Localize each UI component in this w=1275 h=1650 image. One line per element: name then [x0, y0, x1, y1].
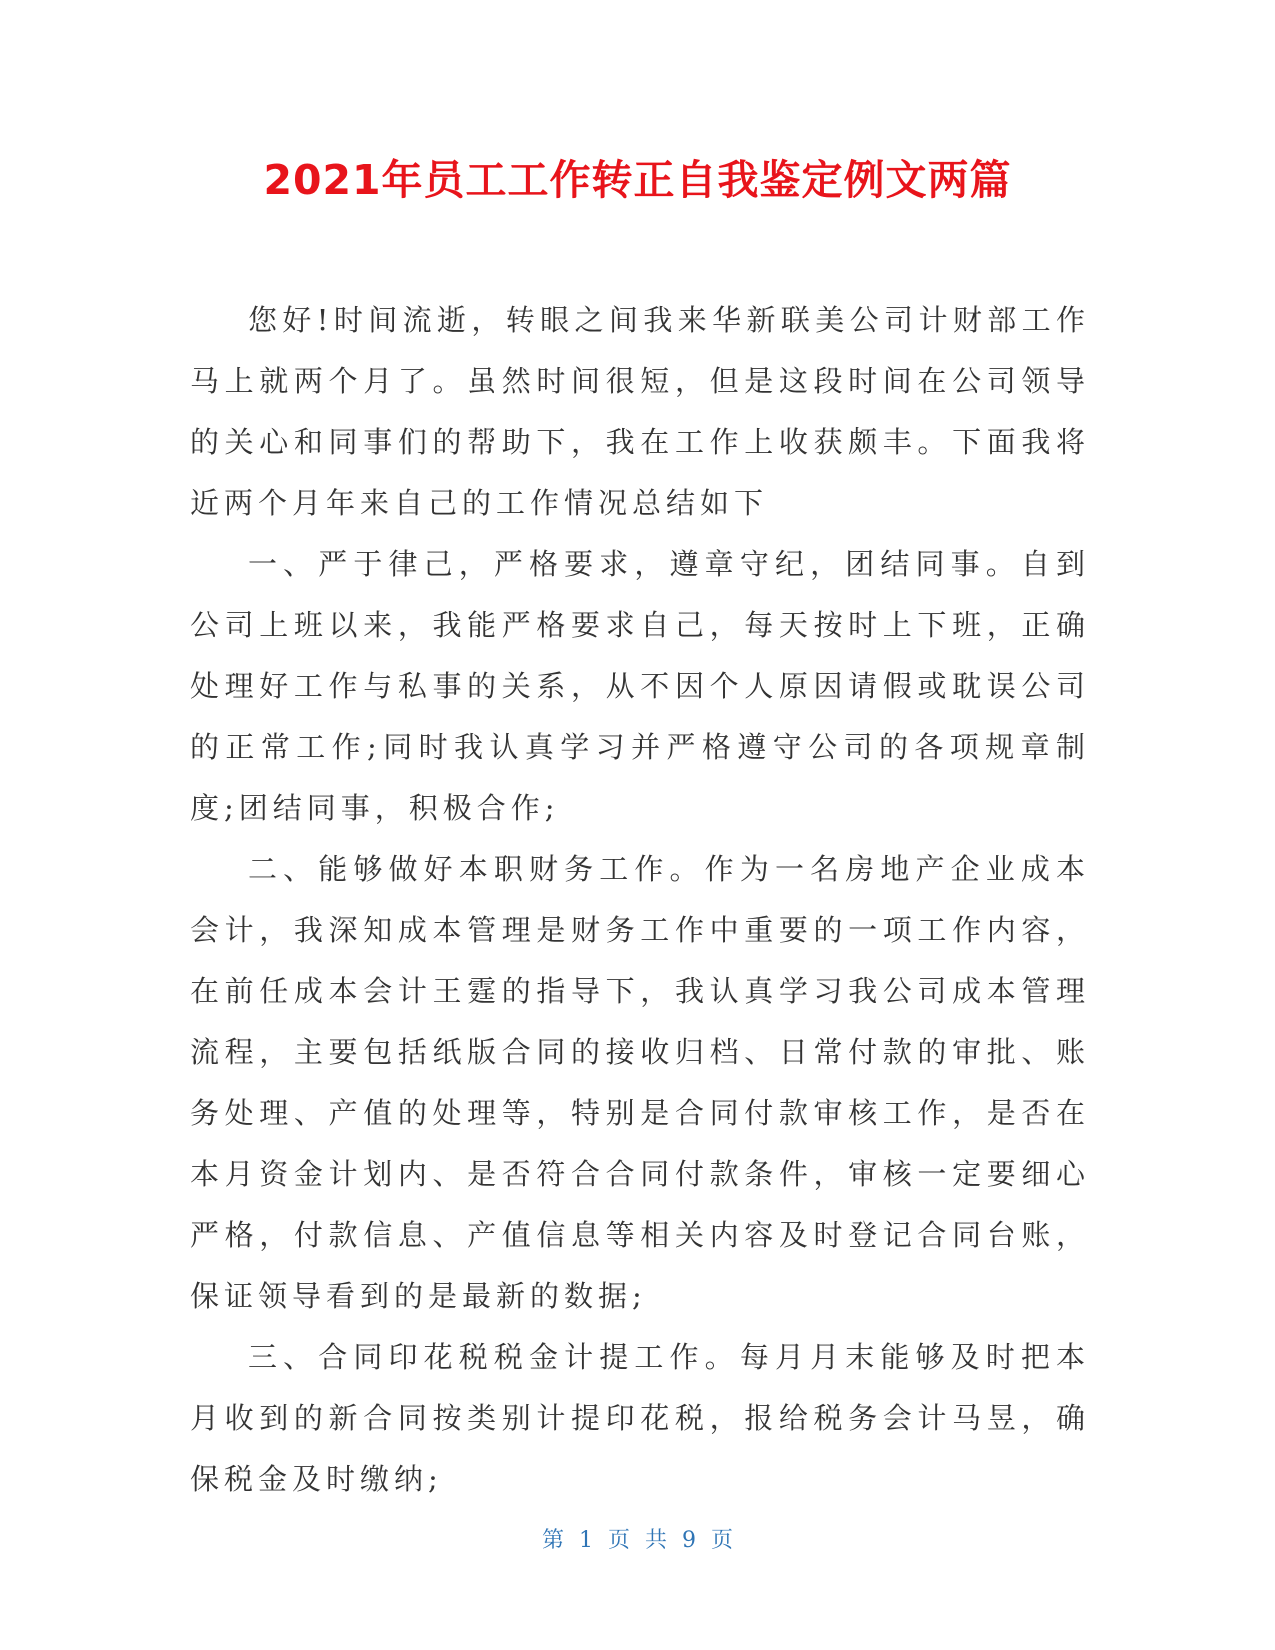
page-footer: 第 1 页 共 9 页 — [542, 1528, 733, 1553]
paragraph-section-1: 一、严于律己，严格要求，遵章守纪，团结同事。自到公司上班以来，我能严格要求自己，每天按时上下班，正确处理好工作与私事的关系，从不因个人原因请假或耽误公司的正常工作;同时我认真学习并严格遵守公司的各项规章制度;团结同事，积极合作; — [190, 547, 1090, 825]
document-body — [190, 290, 1090, 1510]
paragraph-section-2: 二、能够做好本职财务工作。作为一名房地产企业成本会计，我深知成本管理是财务工作中重要的一项工作内容，在前任成本会计王霆的指导下，我认真学习我公司成本管理流程，主要包括纸版合同的接收归档、日常付款的审批、账务处理、产值的处理等，特别是合同付款审核工作，是否在本月资金计划内、是否符合合同付款条件，审核一定要细心严格，付款信息、产值信息等相关内容及时登记合同台账，保证领导看到的是最新的数据; — [190, 852, 1090, 1313]
paragraph-intro: 您好!时间流逝，转眼之间我来华新联美公司计财部工作马上就两个月了。虽然时间很短，但是这段时间在公司领导的关心和同事们的帮助下，我在工作上收获颇丰。下面我将近两个月年来自己的工作情况总结如下 — [190, 303, 1090, 520]
paragraph-section-3: 三、合同印花税税金计提工作。每月月末能够及时把本月收到的新合同按类别计提印花税，报给税务会计马昱，确保税金及时缴纳; — [190, 1340, 1090, 1496]
document-title: 2021年员工工作转正自我鉴定例文两篇 — [263, 156, 1012, 204]
